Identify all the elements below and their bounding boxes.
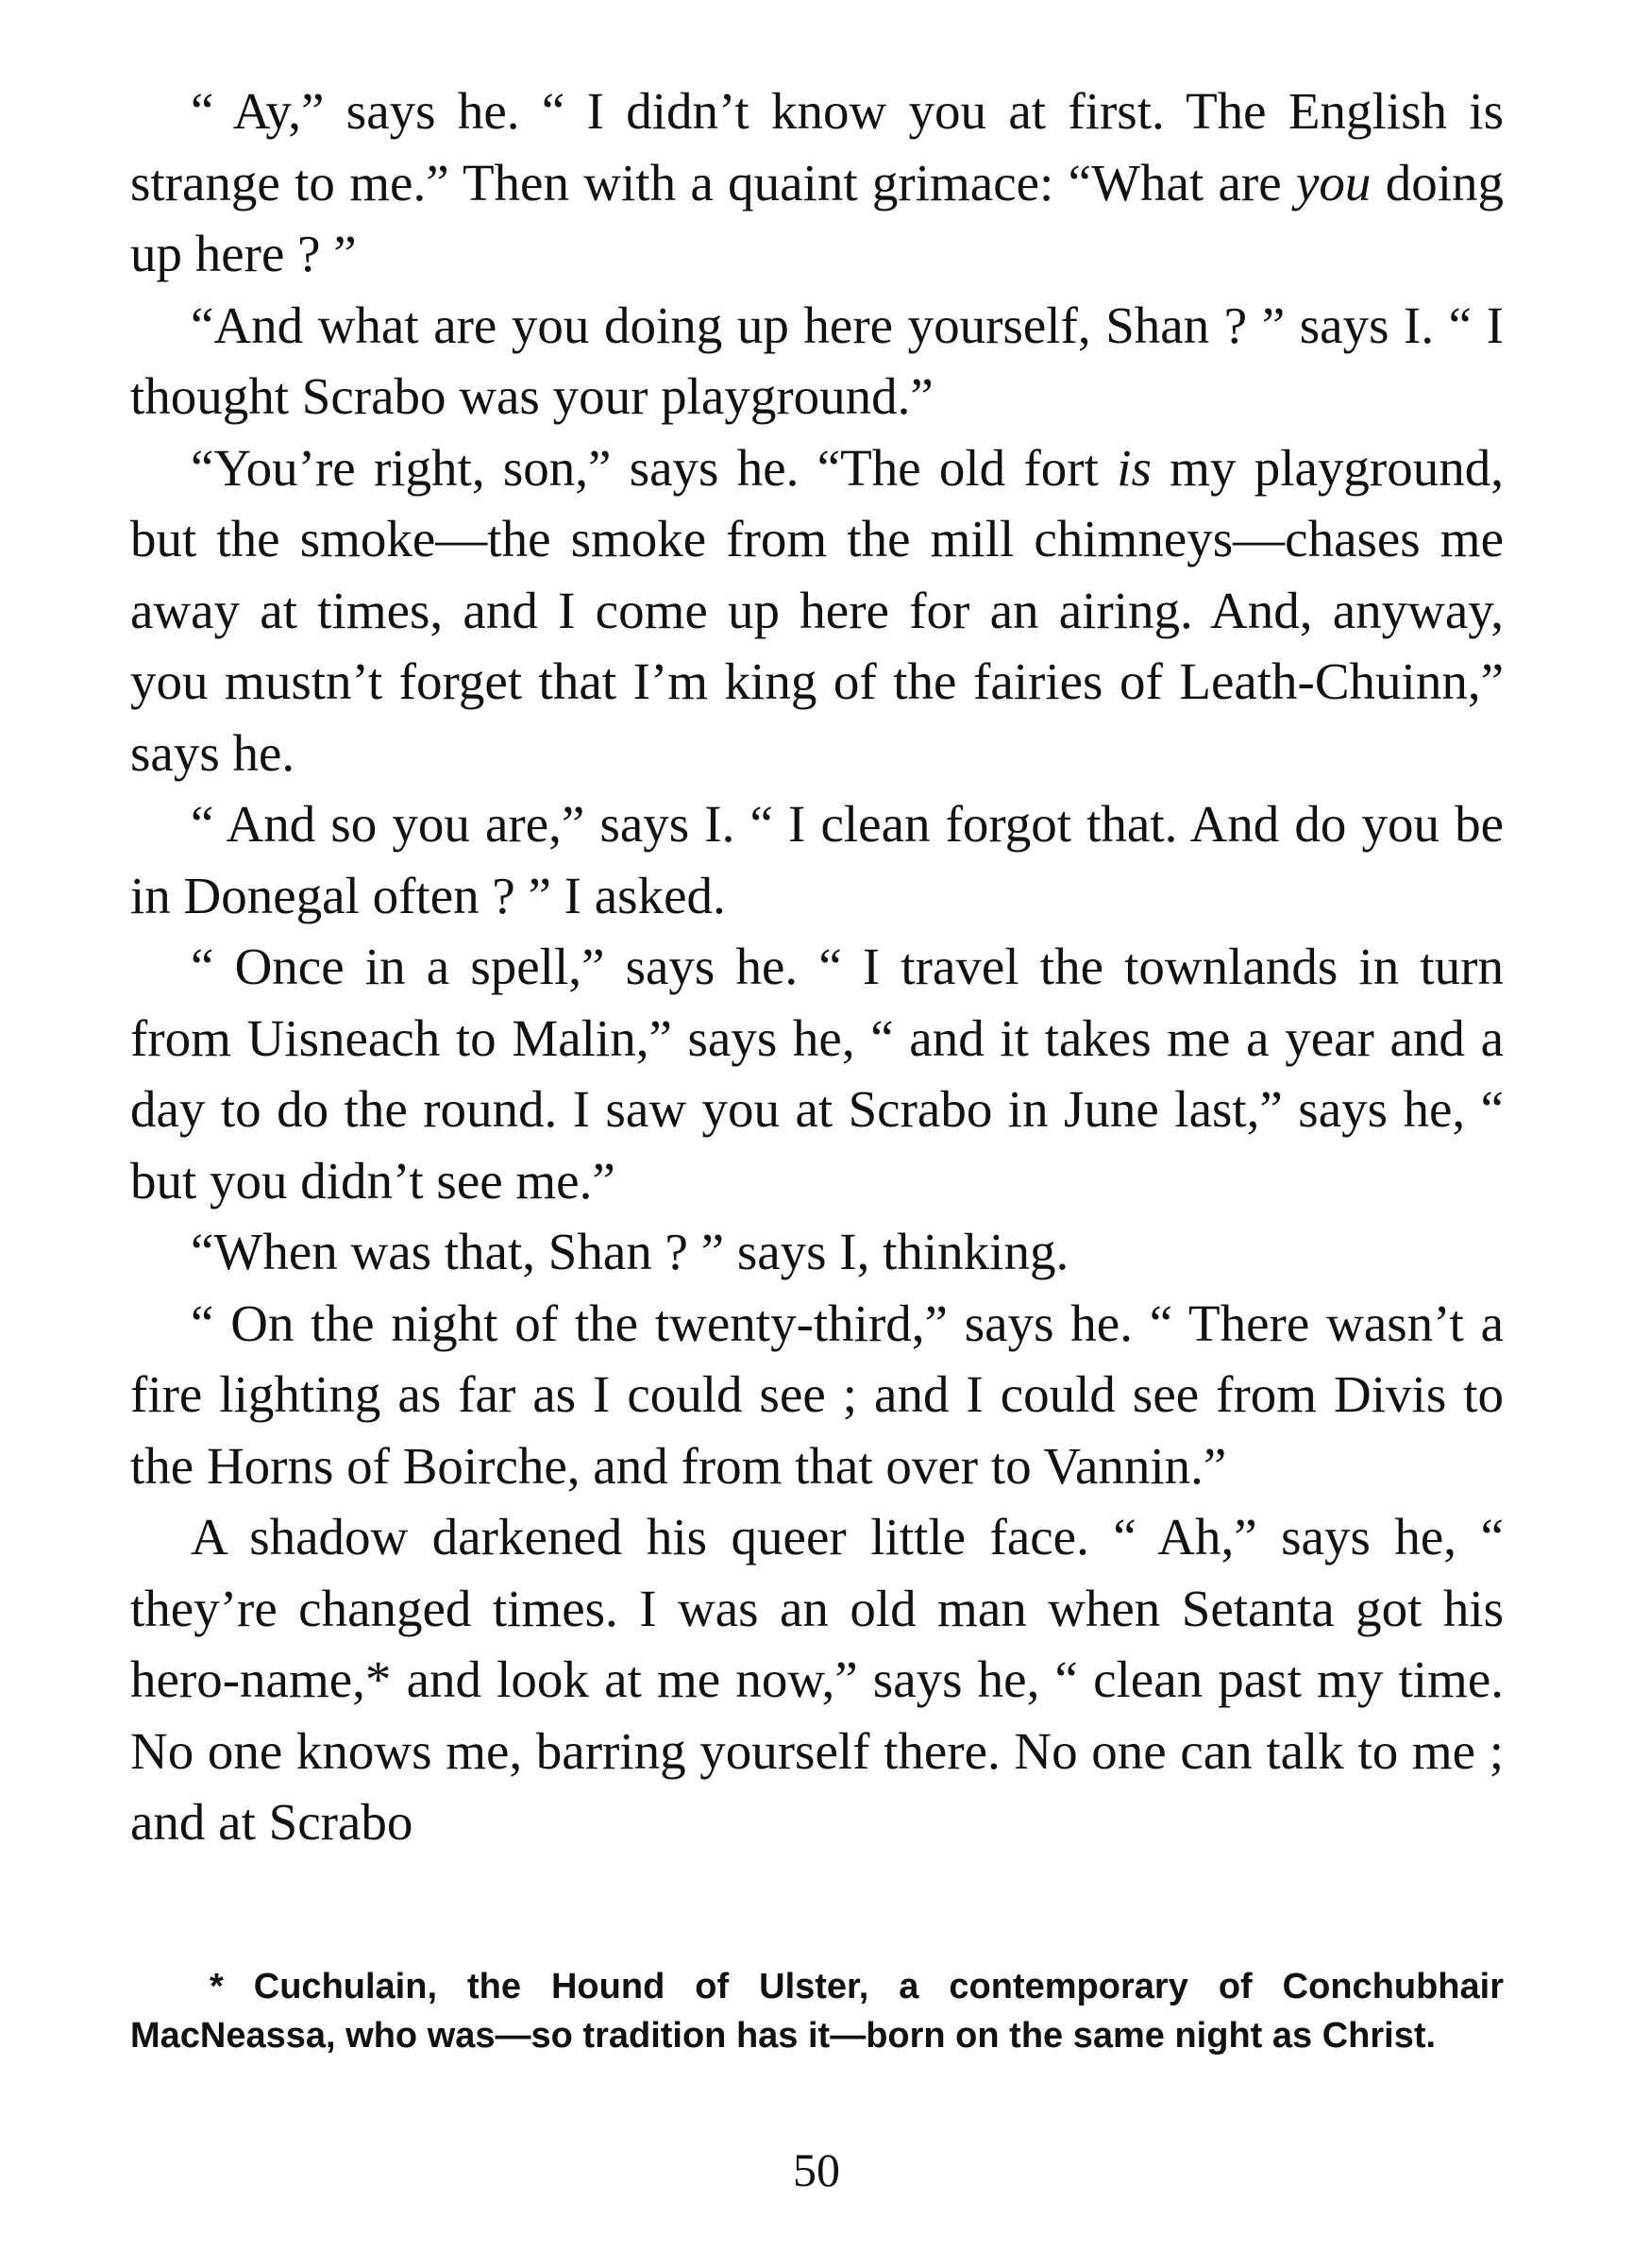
paragraph-1-text-end: doing up here ? ” xyxy=(130,153,1504,282)
paragraph-1-text-start: “ Ay,” says he. “ I didn’t know you at first. The English is strange to me.” Then with a quaint grimace: “What are xyxy=(130,82,1504,212)
page-number: 50 xyxy=(793,2143,840,2196)
paragraph-7: “ On the night of the twenty-third,” says he. “ There wasn’t a fire lighting as far as I could see ; and I could see from Divis to the Horns of Boirche, and from that over to Vannin.” xyxy=(130,1294,1504,1495)
paragraph-1 xyxy=(130,76,1504,290)
paragraph-1-emphasis: you xyxy=(1295,153,1372,212)
paragraph-6: “When was that, Shan ? ” says I, thinking. xyxy=(191,1223,1069,1280)
footnote: * Cuchulain, the Hound of Ulster, a contemporary of Conchubhair MacNeassa, who was—so tradition has it—born on the same night as Christ. xyxy=(130,1967,1504,2056)
paragraph-4: “ And so you are,” says I. “ I clean forgot that. And do you be in Donegal often ? ” I asked. xyxy=(130,795,1504,924)
page-body xyxy=(130,76,1504,1858)
paragraph-5: “ Once in a spell,” says he. “ I travel the townlands in turn from Uisneach to Malin,” says he, “ and it takes me a year and a day to do the round. I saw you at Scrabo in June last,” says he, “ but you didn’t see me.” xyxy=(130,938,1504,1210)
paragraph-3-text-end: my playground, but the smoke—the smoke from the mill chimneys—chases me away at times, and I come up here for an airing. And, anyway, you mustn’t forget that I’m king of the fairies of Leath-Chuinn,” says he. xyxy=(130,438,1504,782)
paragraph-3-text-start: “You’re right, son,” says he. “The old fort xyxy=(191,438,1118,497)
paragraph-3-emphasis: is xyxy=(1117,438,1152,497)
paragraph-3 xyxy=(130,432,1504,789)
paragraph-2: “And what are you doing up here yourself, Shan ? ” says I. “ I thought Scrabo was your playground.” xyxy=(130,296,1504,425)
paragraph-8: A shadow darkened his queer little face. “ Ah,” says he, “ they’re changed times. I was an old man when Setanta got his hero-name,* and look at me now,” says he, “ clean past my time. No one knows me, barring yourself there. No one can talk to me ; and at Scrabo xyxy=(130,1508,1504,1851)
